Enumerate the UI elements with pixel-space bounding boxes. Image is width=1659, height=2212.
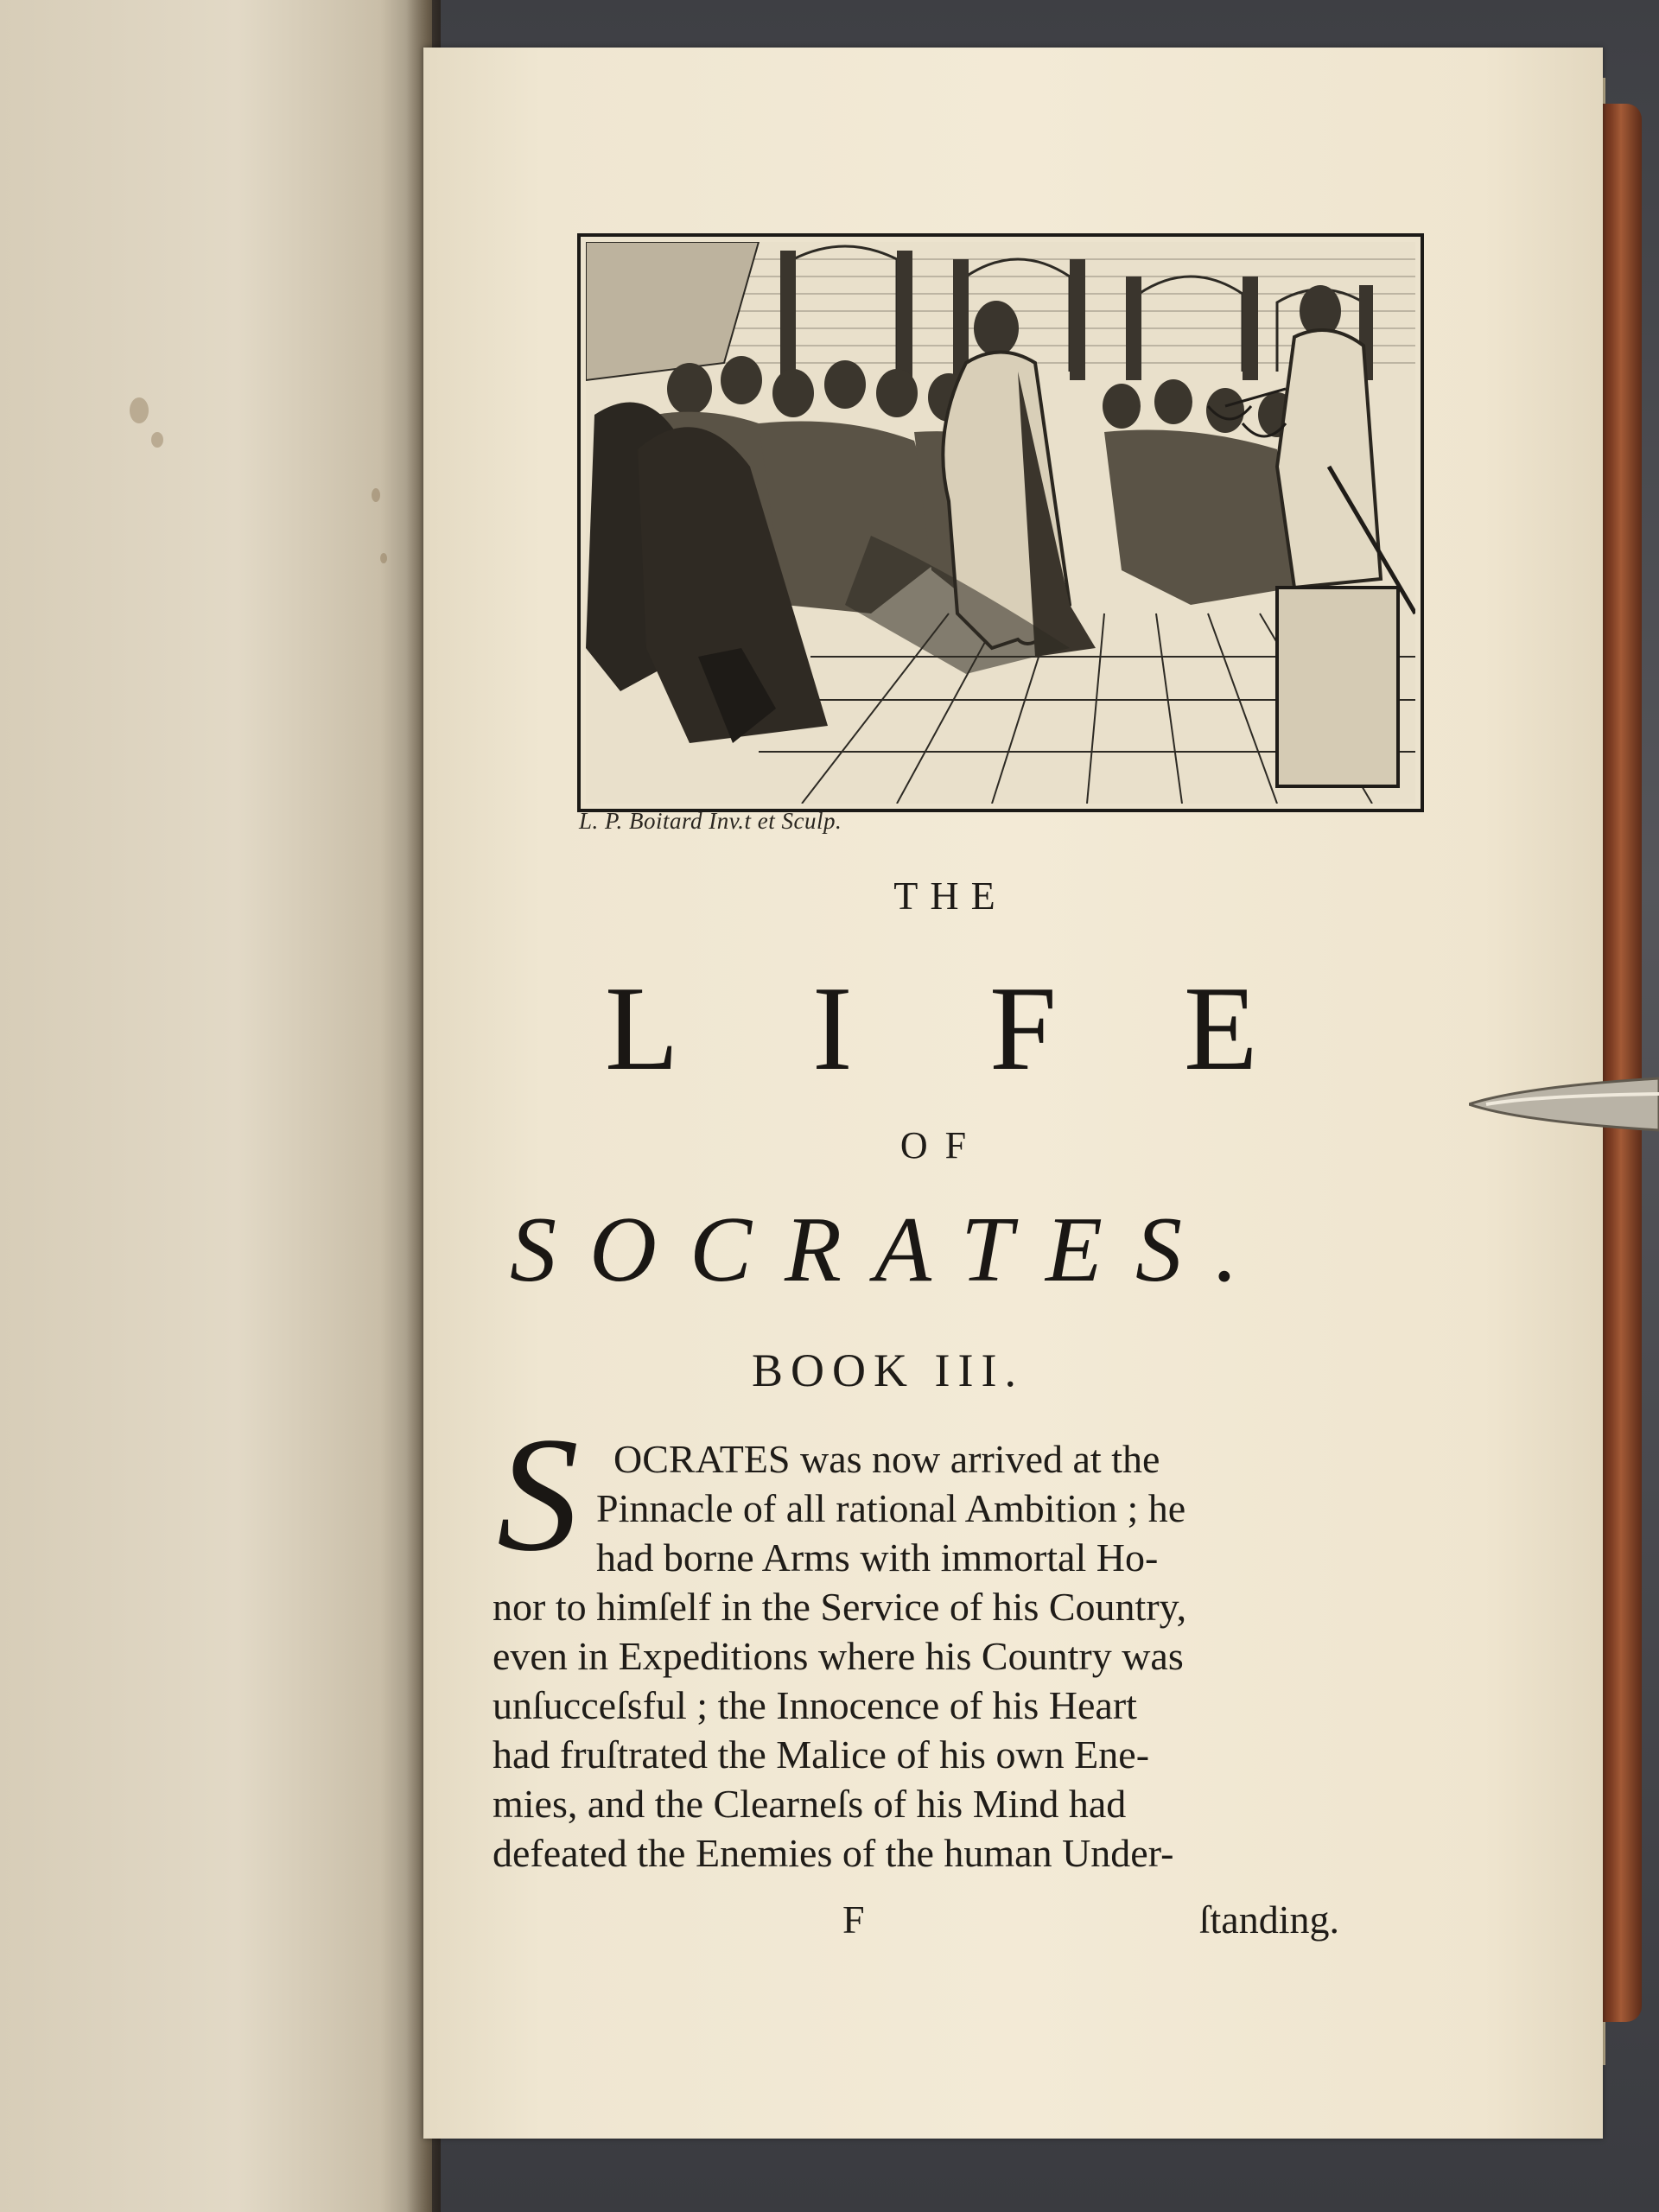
book-heading: BOOK III. — [752, 1344, 1024, 1396]
title-the: THE — [893, 874, 1007, 918]
foxing-spot — [380, 553, 387, 563]
title-life-letter: F — [989, 962, 1057, 1096]
text-line: Pinnacle of all rational Ambition ; he — [596, 1486, 1186, 1530]
foxing-spot — [151, 432, 163, 448]
left-page — [0, 0, 432, 2212]
title-of: OF — [899, 1124, 984, 1166]
text-line: OCRATES was now arrived at the — [613, 1437, 1160, 1481]
metal-page-clip — [1469, 1070, 1659, 1139]
text-line: had borne Arms with immortal Ho- — [596, 1535, 1159, 1580]
catchword: ſtanding. — [1198, 1897, 1339, 1942]
engraved-plate — [577, 233, 1424, 812]
drop-cap: S — [497, 1404, 579, 1586]
text-line: nor to himſelf in the Service of his Country, — [493, 1585, 1187, 1629]
text-line: defeated the Enemies of the human Under- — [493, 1831, 1174, 1875]
title-socrates: SOCRATES. — [510, 1198, 1271, 1301]
foxing-spot — [130, 397, 149, 423]
title-life-letter: L — [605, 962, 679, 1096]
engraving-illustration — [586, 242, 1415, 804]
foxing-spot — [372, 488, 380, 502]
signature-mark: F — [842, 1897, 865, 1942]
text-line: had fruſtrated the Malice of his own Ene- — [493, 1732, 1150, 1777]
title-life-letter: E — [1184, 962, 1258, 1096]
text-line: mies, and the Clearneſs of his Mind had — [493, 1782, 1127, 1826]
engraver-credit: L. P. Boitard Inv.t et Sculp. — [579, 808, 842, 834]
text-line: unſucceſsful ; the Innocence of his Heart — [493, 1683, 1137, 1727]
title-life — [596, 959, 1305, 1096]
title-life-letter: I — [812, 962, 853, 1096]
text-line: even in Expeditions where his Country was — [493, 1634, 1184, 1678]
